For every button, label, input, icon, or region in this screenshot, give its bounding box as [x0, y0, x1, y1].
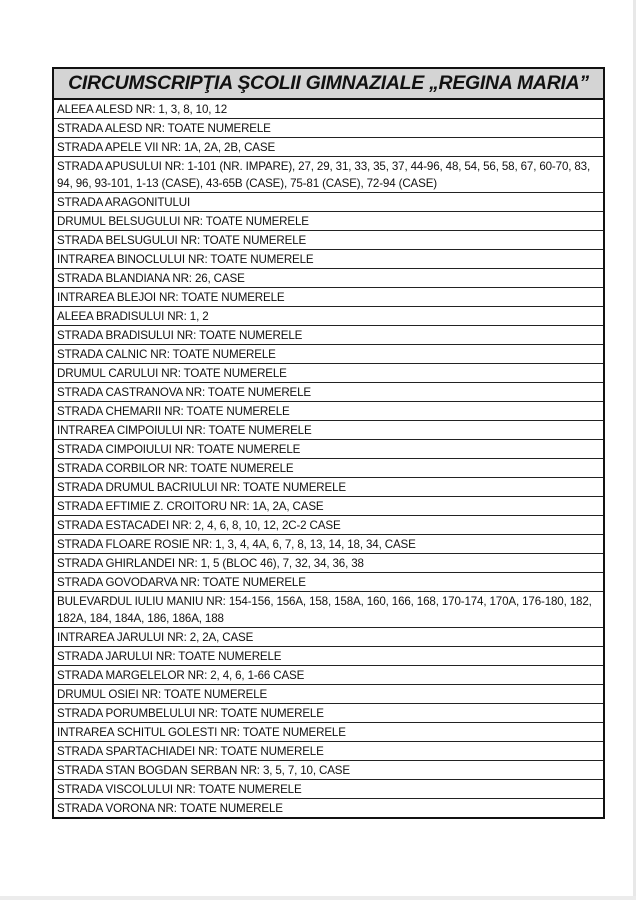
table-row: INTRAREA BINOCLULUI NR: TOATE NUMERELE — [54, 250, 603, 269]
table-row: STRADA APUSULUI NR: 1-101 (NR. IMPARE), 27, 29, 31, 33, 35, 37, 44-96, 48, 54, 56, 58, 67, 60-70, 83, 94, 96, 93-101, 1-13 (CASE), 43-65B (CASE), 75-81 (CASE), 72-94 (CASE) — [54, 157, 603, 193]
table-row: STRADA ESTACADEI NR: 2, 4, 6, 8, 10, 12, 2C-2 CASE — [54, 516, 603, 535]
table-row: INTRAREA JARULUI NR: 2, 2A, CASE — [54, 628, 603, 647]
table-row: STRADA GHIRLANDEI NR: 1, 5 (BLOC 46), 7, 32, 34, 36, 38 — [54, 554, 603, 573]
table-row: STRADA BRADISULUI NR: TOATE NUMERELE — [54, 326, 603, 345]
table-row: DRUMUL BELSUGULUI NR: TOATE NUMERELE — [54, 212, 603, 231]
table-row: STRADA VISCOLULUI NR: TOATE NUMERELE — [54, 780, 603, 799]
table-row: ALEEA ALESD NR: 1, 3, 8, 10, 12 — [54, 100, 603, 119]
table-row: STRADA VORONA NR: TOATE NUMERELE — [57, 802, 283, 815]
table-row: STRADA ARAGONITULUI — [54, 193, 603, 212]
table-row: INTRAREA SCHITUL GOLESTI NR: TOATE NUMERELE — [54, 723, 603, 742]
streets-table — [52, 67, 605, 819]
table-row: STRADA FLOARE ROSIE NR: 1, 3, 4, 4A, 6, 7, 8, 13, 14, 18, 34, CASE — [54, 535, 603, 554]
table-row: STRADA BELSUGULUI NR: TOATE NUMERELE — [54, 231, 603, 250]
table-row: STRADA JARULUI NR: TOATE NUMERELE — [54, 647, 603, 666]
table-row: STRADA EFTIMIE Z. CROITORU NR: 1A, 2A, CASE — [54, 497, 603, 516]
table-row: STRADA STAN BOGDAN SERBAN NR: 3, 5, 7, 10, CASE — [54, 761, 603, 780]
table-row: STRADA CORBILOR NR: TOATE NUMERELE — [54, 459, 603, 478]
table-title: CIRCUMSCRIPŢIA ŞCOLII GIMNAZIALE „REGINA MARIA” — [54, 69, 603, 100]
table-row: STRADA PORUMBELULUI NR: TOATE NUMERELE — [54, 704, 603, 723]
table-row: STRADA CIMPOIULUI NR: TOATE NUMERELE — [54, 440, 603, 459]
table-row: STRADA DRUMUL BACRIULUI NR: TOATE NUMERELE — [54, 478, 603, 497]
table-row: BULEVARDUL IULIU MANIU NR: 154-156, 156A, 158, 158A, 160, 166, 168, 170-174, 170A, 176-180, 182, 182A, 184, 184A, 186, 186A, 188 — [54, 592, 603, 628]
scan-edge-bottom — [0, 896, 636, 900]
table-row: STRADA CHEMARII NR: TOATE NUMERELE — [54, 402, 603, 421]
table-row: INTRAREA CIMPOIULUI NR: TOATE NUMERELE — [54, 421, 603, 440]
table-row: STRADA GOVODARVA NR: TOATE NUMERELE — [54, 573, 603, 592]
table-row: STRADA MARGELELOR NR: 2, 4, 6, 1-66 CASE — [54, 666, 603, 685]
table-row: STRADA CALNIC NR: TOATE NUMERELE — [54, 345, 603, 364]
table-row: STRADA SPARTACHIADEI NR: TOATE NUMERELE — [54, 742, 603, 761]
table-row: INTRAREA BLEJOI NR: TOATE NUMERELE — [54, 288, 603, 307]
table-row: DRUMUL OSIEI NR: TOATE NUMERELE — [54, 685, 603, 704]
table-row: DRUMUL CARULUI NR: TOATE NUMERELE — [54, 364, 603, 383]
table-body — [54, 100, 603, 817]
table-row: STRADA APELE VII NR: 1A, 2A, 2B, CASE — [54, 138, 603, 157]
table-row: ALEEA BRADISULUI NR: 1, 2 — [54, 307, 603, 326]
table-row: STRADA CASTRANOVA NR: TOATE NUMERELE — [54, 383, 603, 402]
table-row: STRADA ALESD NR: TOATE NUMERELE — [54, 119, 603, 138]
table-row: STRADA BLANDIANA NR: 26, CASE — [54, 269, 603, 288]
